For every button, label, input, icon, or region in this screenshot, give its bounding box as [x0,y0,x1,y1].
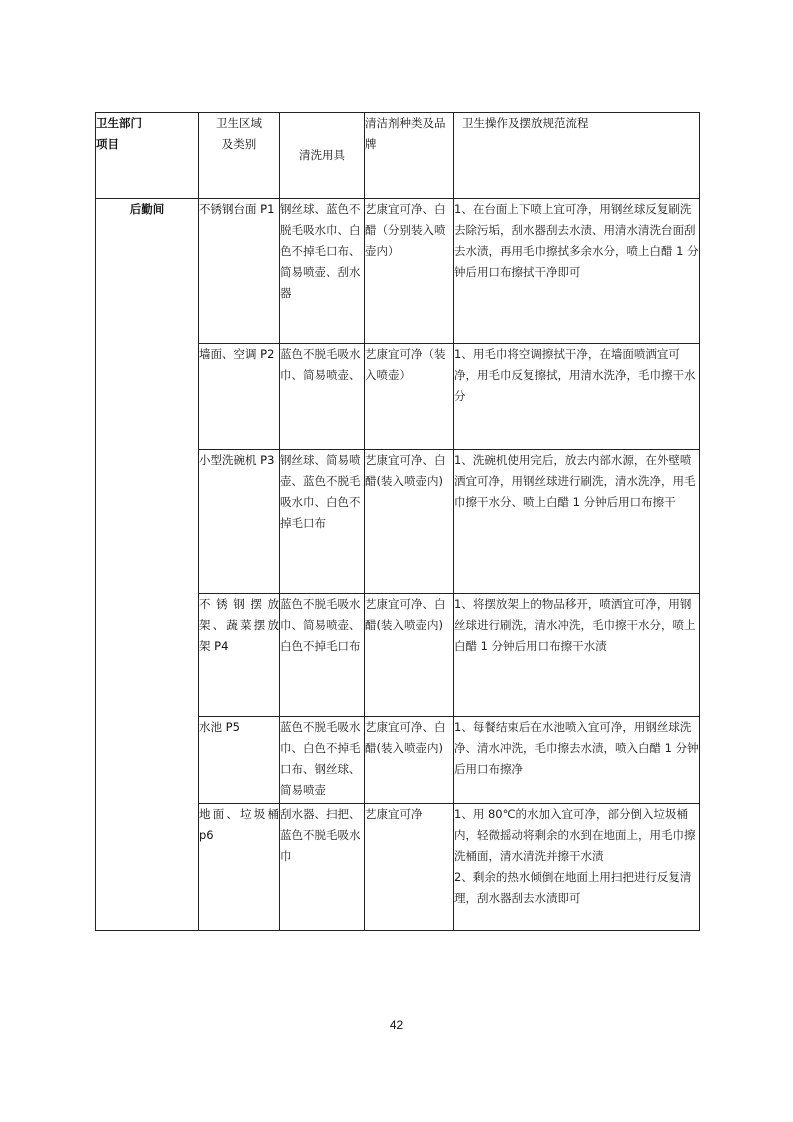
page-number: 42 [389,1018,404,1032]
sanitation-table [95,112,700,931]
agent-cell: 艺康宜可净、白醋(装入喷壶内) [365,717,454,804]
procedure-step: 1、将摆放架上的物品移开，喷洒宜可净，用钢丝球进行刷洗，清水冲洗，毛巾擦干水分，喷上白醋 1 分钟后用口布擦干水渍 [454,597,696,653]
procedure-step: 1、在台面上下喷上宜可净，用钢丝球反复刷洗去除污垢，刮水器刮去水渍、用清水清洗台面刮去水渍，再用毛巾擦拭多余水分，喷上白醋 1 分钟后用口布擦拭干净即可 [454,202,699,279]
tools-cell: 刮水器、扫把、蓝色不脱毛吸水巾 [280,804,365,931]
procedure-step: 1、每餐结束后在水池喷入宜可净，用钢丝球洗净、清水冲洗，毛巾擦去水渍，喷入白醋 1 分钟后用口布擦净 [454,720,699,776]
procedure-cell [454,344,700,450]
procedure-step: 1、洗碗机使用完后，放去内部水源，在外壁喷洒宜可净，用钢丝球进行刷洗，清水洗净，用毛巾擦干水分、喷上白醋 1 分钟后用口布擦干 [454,453,696,509]
agent-cell: 艺康宜可净（装入喷壶） [365,344,454,450]
header-agent: 清洁剂种类及品牌 [365,113,454,199]
header-dept-item: 卫生部门 项目 [96,113,199,199]
procedure-cell [454,717,700,804]
agent-cell: 艺康宜可净、白醋(装入喷壶内) [365,594,454,717]
department-cell: 后勤间 [96,199,199,931]
agent-cell: 艺康宜可净、白醋（分别装入喷壶内） [365,199,454,344]
agent-cell: 艺康宜可净、白醋(装入喷壶内) [365,450,454,594]
header-area-type: 卫生区域 及类别 [199,113,280,199]
header-procedure: 卫生操作及摆放规范流程 [454,113,700,199]
tools-cell: 蓝色不脱毛吸水巾、简易喷壶、白色不掉毛口布 [280,594,365,717]
table-row [96,199,700,344]
tools-cell: 钢丝球、蓝色不脱毛吸水巾、白色不掉毛口布、简易喷壶、刮水器 [280,199,365,344]
procedure-cell [454,199,700,344]
area-cell: 不锈钢台面 P1 [199,199,280,344]
table-header-row [96,113,700,199]
area-cell: 墙面、空调 P2 [199,344,280,450]
procedure-cell [454,594,700,717]
tools-cell: 蓝色不脱毛吸水巾、白色不掉毛口布、钢丝球、简易喷壶 [280,717,365,804]
tools-cell: 钢丝球、简易喷壶、蓝色不脱毛吸水巾、白色不掉毛口布 [280,450,365,594]
procedure-step: 1、用 80℃的水加入宜可净，部分倒入垃圾桶内，轻微摇动将剩余的水到在地面上，用毛巾擦洗桶面，清水清洗并擦干水渍 [454,807,696,863]
procedure-cell [454,450,700,594]
area-cell: 小型洗碗机 P3 [199,450,280,594]
procedure-step: 2、剩余的热水倾倒在地面上用扫把进行反复清理，刮水器刮去水渍即可 [454,870,692,905]
area-cell: 地面、垃圾桶 p6 [199,804,280,931]
procedure-step: 1、用毛巾将空调擦拭干净，在墙面喷洒宜可净，用毛巾反复擦拭，用清水洗净，毛巾擦干水分 [454,347,696,403]
area-cell: 水池 P5 [199,717,280,804]
area-cell: 不锈钢摆放架、蔬菜摆放架 P4 [199,594,280,717]
agent-cell: 艺康宜可净 [365,804,454,931]
tools-cell: 蓝色不脱毛吸水巾、简易喷壶、 [280,344,365,450]
procedure-cell [454,804,700,931]
header-tools: 清洗用具 [280,113,365,199]
